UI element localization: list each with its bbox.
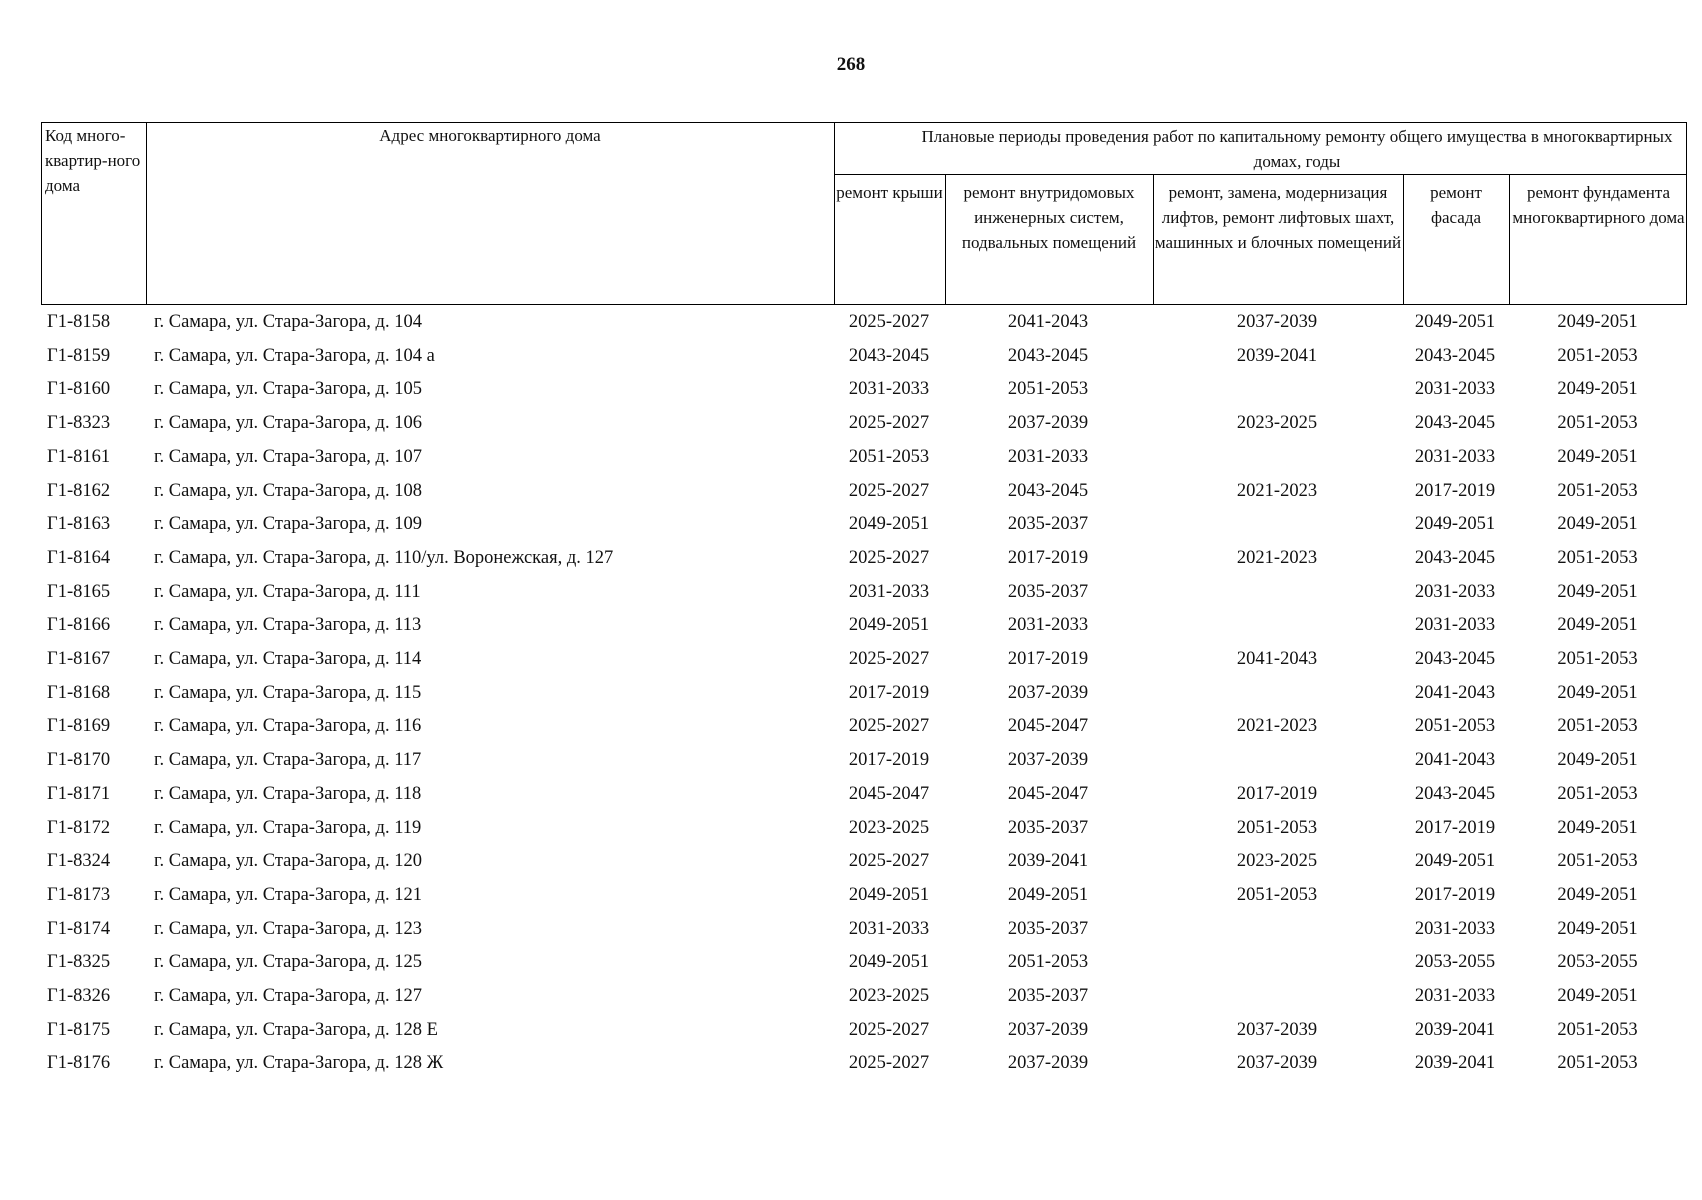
row-code: Г1-8165 [47,581,111,602]
row-foundation: 2051-2053 [1557,851,1638,872]
row-engineering: 2017-2019 [1007,649,1089,669]
row-engineering: 2035-2037 [1007,514,1089,535]
row-engineering: 2031-2033 [1007,446,1089,467]
table-row [41,305,1687,339]
row-address: г. Самара, ул. Стара-Загора, д. 127 [154,986,422,1006]
row-foundation: 2049-2051 [1557,817,1638,838]
table-row [41,912,1687,946]
row-address: г. Самара, ул. Стара-Загора, д. 116 [154,716,422,737]
table-row [41,608,1687,642]
row-lifts: 2017-2019 [1236,783,1318,804]
table-row [41,541,1687,575]
row-code: Г1-8174 [47,918,111,939]
row-foundation: 2051-2053 [1557,345,1638,366]
row-roof: 2025-2027 [848,547,930,568]
row-address: г. Самара, ул. Стара-Загора, д. 104 [154,312,422,332]
row-lifts: 2051-2053 [1236,817,1318,838]
row-roof: 2017-2019 [848,750,930,771]
row-engineering: 2035-2037 [1007,581,1089,602]
row-code: Г1-8170 [47,750,111,771]
row-facade: 2031-2033 [1414,379,1496,400]
row-engineering: 2035-2037 [1007,918,1089,939]
row-engineering: 2051-2053 [1007,379,1089,400]
row-address: г. Самара, ул. Стара-Загора, д. 128 Ж [154,1053,444,1074]
table-row [41,743,1687,777]
row-lifts: 2037-2039 [1236,1019,1318,1040]
row-facade: 2049-2051 [1414,851,1496,872]
row-facade: 2049-2051 [1414,514,1496,535]
row-lifts: 2021-2023 [1236,716,1318,737]
row-address: г. Самара, ул. Стара-Загора, д. 106 [154,413,422,434]
row-foundation: 2051-2053 [1557,547,1638,568]
row-foundation: 2053-2055 [1557,952,1638,973]
row-code: Г1-8163 [47,514,111,535]
row-roof: 2023-2025 [848,986,930,1006]
table-row [41,777,1687,811]
table-row [41,440,1687,474]
row-engineering: 2043-2045 [1007,345,1089,366]
table-row [41,878,1687,912]
row-code: Г1-8175 [47,1019,111,1040]
row-engineering: 2035-2037 [1007,817,1089,838]
table-row [41,474,1687,508]
row-code: Г1-8167 [47,649,111,669]
row-roof: 2049-2051 [848,952,930,973]
row-engineering: 2037-2039 [1007,413,1089,434]
row-facade: 2051-2053 [1414,716,1496,737]
row-engineering: 2017-2019 [1007,547,1089,568]
row-foundation: 2051-2053 [1557,649,1638,669]
row-code: Г1-8171 [47,783,111,804]
row-engineering: 2045-2047 [1007,783,1089,804]
row-lifts: 2037-2039 [1236,312,1318,332]
table-row [41,406,1687,440]
table-row [41,642,1687,676]
header-code: Код много-квартир-ного дома [45,126,141,195]
row-facade: 2031-2033 [1414,581,1496,602]
row-engineering: 2039-2041 [1007,851,1089,872]
row-code: Г1-8164 [47,547,111,568]
row-foundation: 2051-2053 [1557,1019,1638,1040]
row-facade: 2031-2033 [1414,446,1496,467]
row-roof: 2025-2027 [848,480,930,501]
row-engineering: 2043-2045 [1007,480,1089,501]
table-header [41,122,1687,305]
row-engineering: 2051-2053 [1007,952,1089,973]
row-code: Г1-8173 [47,884,111,905]
row-lifts: 2037-2039 [1236,1053,1318,1074]
row-code: Г1-8172 [47,817,111,838]
header-roof: ремонт крыши [836,183,943,202]
header-divider [146,123,147,304]
row-facade: 2043-2045 [1414,547,1496,568]
row-facade: 2031-2033 [1414,918,1496,939]
table-row [41,339,1687,373]
row-engineering: 2041-2043 [1007,312,1089,332]
header-divider [834,174,1686,175]
row-facade: 2039-2041 [1414,1053,1496,1074]
row-facade: 2017-2019 [1414,884,1496,905]
row-facade: 2041-2043 [1414,750,1496,771]
row-address: г. Самара, ул. Стара-Загора, д. 107 [154,446,422,467]
row-roof: 2023-2025 [848,817,930,838]
row-foundation: 2049-2051 [1557,750,1638,771]
row-lifts: 2039-2041 [1236,345,1318,366]
row-foundation: 2049-2051 [1557,682,1638,703]
row-roof: 2045-2047 [848,783,930,804]
row-address: г. Самара, ул. Стара-Загора, д. 115 [154,682,422,703]
row-facade: 2017-2019 [1414,480,1496,501]
row-facade: 2039-2041 [1414,1019,1496,1040]
row-roof: 2025-2027 [848,716,930,737]
header-divider [834,123,835,304]
row-roof: 2031-2033 [848,379,930,400]
row-roof: 2025-2027 [848,312,930,332]
row-facade: 2043-2045 [1414,413,1496,434]
table-row [41,811,1687,845]
row-engineering: 2037-2039 [1007,1053,1089,1074]
row-code: Г1-8326 [47,986,111,1006]
row-roof: 2025-2027 [848,1053,930,1074]
row-engineering: 2035-2037 [1007,986,1089,1006]
row-facade: 2031-2033 [1414,615,1496,636]
row-facade: 2043-2045 [1414,649,1496,669]
row-foundation: 2049-2051 [1557,884,1638,905]
row-foundation: 2049-2051 [1557,986,1638,1006]
row-address: г. Самара, ул. Стара-Загора, д. 123 [154,918,422,939]
row-engineering: 2045-2047 [1007,716,1089,737]
row-roof: 2043-2045 [848,345,930,366]
row-roof: 2025-2027 [848,413,930,434]
row-lifts: 2023-2025 [1236,413,1318,434]
row-engineering: 2049-2051 [1007,884,1089,905]
row-facade: 2031-2033 [1414,986,1496,1006]
row-code: Г1-8161 [47,446,111,467]
row-address: г. Самара, ул. Стара-Загора, д. 121 [154,884,422,905]
row-address: г. Самара, ул. Стара-Загора, д. 120 [154,851,422,872]
header-periods: Плановые периоды проведения работ по капитальному ремонту общего имущества в многоквартирных домах, годы [921,127,1673,171]
row-roof: 2051-2053 [848,446,930,467]
row-lifts: 2051-2053 [1236,884,1318,905]
row-code: Г1-8176 [47,1053,111,1074]
row-facade: 2043-2045 [1414,345,1496,366]
row-foundation: 2051-2053 [1557,480,1638,501]
row-roof: 2025-2027 [848,851,930,872]
row-address: г. Самара, ул. Стара-Загора, д. 108 [154,480,422,501]
row-facade: 2043-2045 [1414,783,1496,804]
table-row [41,1046,1687,1080]
row-roof: 2049-2051 [848,514,930,535]
row-code: Г1-8159 [47,345,111,366]
table-row [41,676,1687,710]
header-foundation: ремонт фундамента многоквартирного дома [1512,183,1685,227]
table-row [41,372,1687,406]
header-engineering: ремонт внутридомовых инженерных систем, подвальных помещений [961,183,1137,252]
row-address: г. Самара, ул. Стара-Загора, д. 114 [154,649,422,669]
row-roof: 2049-2051 [848,615,930,636]
header-address: Адрес многоквартирного дома [379,126,601,145]
row-foundation: 2051-2053 [1557,783,1638,804]
row-address: г. Самара, ул. Стара-Загора, д. 110/ул. Воронежская, д. 127 [154,547,614,568]
row-facade: 2053-2055 [1414,952,1496,973]
row-address: г. Самара, ул. Стара-Загора, д. 104 а [154,345,435,366]
row-foundation: 2049-2051 [1557,312,1638,332]
row-code: Г1-8324 [47,851,111,872]
row-address: г. Самара, ул. Стара-Загора, д. 119 [154,817,422,838]
row-roof: 2025-2027 [848,1019,930,1040]
row-lifts: 2021-2023 [1236,547,1318,568]
row-facade: 2049-2051 [1414,312,1496,332]
row-roof: 2025-2027 [848,649,930,669]
row-foundation: 2049-2051 [1557,379,1638,400]
row-roof: 2031-2033 [848,581,930,602]
row-code: Г1-8325 [47,952,111,973]
row-address: г. Самара, ул. Стара-Загора, д. 113 [154,615,422,636]
row-lifts: 2041-2043 [1236,649,1318,669]
row-address: г. Самара, ул. Стара-Загора, д. 125 [154,952,422,973]
row-roof: 2031-2033 [848,918,930,939]
table-row [41,507,1687,541]
row-address: г. Самара, ул. Стара-Загора, д. 109 [154,514,422,535]
table-row [41,709,1687,743]
row-foundation: 2049-2051 [1557,514,1638,535]
row-foundation: 2049-2051 [1557,446,1638,467]
row-facade: 2041-2043 [1414,682,1496,703]
row-address: г. Самара, ул. Стара-Загора, д. 128 Е [154,1019,438,1040]
row-engineering: 2037-2039 [1007,1019,1089,1040]
table-row [41,945,1687,979]
row-code: Г1-8168 [47,682,111,703]
row-code: Г1-8160 [47,379,111,400]
row-code: Г1-8323 [47,413,111,434]
table-row [41,575,1687,609]
row-engineering: 2037-2039 [1007,682,1089,703]
row-engineering: 2037-2039 [1007,750,1089,771]
row-code: Г1-8169 [47,716,111,737]
row-address: г. Самара, ул. Стара-Загора, д. 105 [154,379,422,400]
row-address: г. Самара, ул. Стара-Загора, д. 117 [154,750,422,771]
row-foundation: 2049-2051 [1557,581,1638,602]
row-foundation: 2051-2053 [1557,716,1638,737]
page-number: 268 [836,54,866,75]
header-facade: ремонт фасада [1430,183,1482,227]
row-lifts: 2021-2023 [1236,480,1318,501]
row-foundation: 2049-2051 [1557,918,1638,939]
row-address: г. Самара, ул. Стара-Загора, д. 111 [154,581,421,602]
header-lifts: ремонт, замена, модернизация лифтов, ремонт лифтовых шахт, машинных и блочных помещений [1154,183,1402,252]
row-code: Г1-8158 [47,312,111,332]
row-roof: 2017-2019 [848,682,930,703]
table-row [41,979,1687,1013]
row-facade: 2017-2019 [1414,817,1496,838]
row-engineering: 2031-2033 [1007,615,1089,636]
table-row [41,844,1687,878]
row-roof: 2049-2051 [848,884,930,905]
table-row [41,1013,1687,1047]
row-foundation: 2051-2053 [1557,413,1638,434]
row-code: Г1-8162 [47,480,111,501]
row-lifts: 2023-2025 [1236,851,1318,872]
row-address: г. Самара, ул. Стара-Загора, д. 118 [154,783,422,804]
row-code: Г1-8166 [47,615,111,636]
row-foundation: 2049-2051 [1557,615,1638,636]
row-foundation: 2051-2053 [1557,1053,1638,1074]
